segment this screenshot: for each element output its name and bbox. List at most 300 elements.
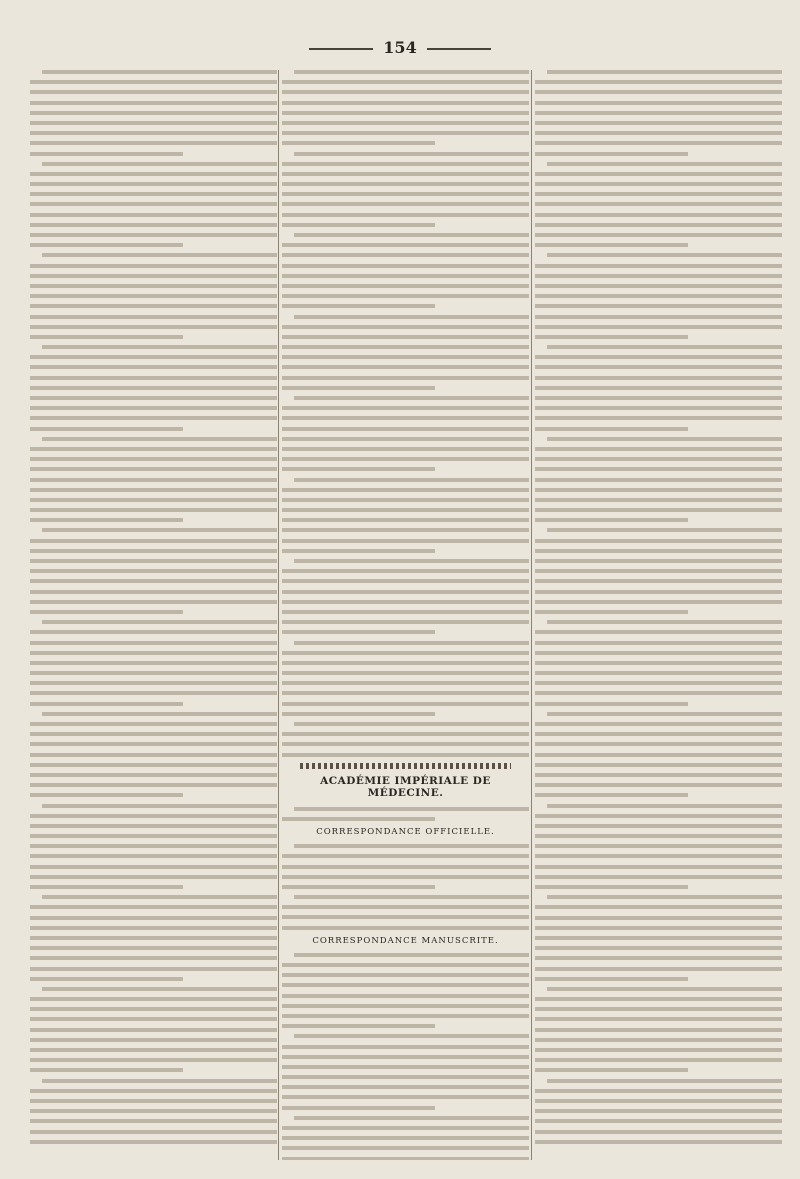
text-line — [282, 661, 529, 665]
text-line — [282, 549, 435, 553]
text-line — [535, 121, 782, 125]
text-line — [282, 386, 435, 390]
text-line — [30, 1099, 277, 1103]
text-line — [282, 702, 529, 706]
text-line — [30, 1140, 277, 1144]
text-line — [282, 355, 529, 359]
text-line — [30, 661, 277, 665]
text-line — [282, 345, 529, 349]
text-line — [30, 1017, 277, 1021]
text-line — [535, 1058, 782, 1062]
text-line — [30, 80, 277, 84]
text-line — [535, 213, 782, 217]
text-line — [30, 956, 277, 960]
text-line — [535, 1109, 782, 1113]
text-line — [282, 294, 529, 298]
section-divider — [300, 763, 511, 769]
text-line — [535, 478, 782, 482]
text-line — [282, 111, 529, 115]
text-line — [282, 264, 529, 268]
text-line — [30, 630, 277, 634]
text-line — [535, 916, 782, 920]
text-line — [30, 926, 277, 930]
text-line — [30, 671, 277, 675]
column-rule — [531, 70, 532, 1160]
text-line — [282, 376, 529, 380]
text-line — [282, 732, 529, 736]
text-line — [535, 549, 782, 553]
text-line — [282, 569, 529, 573]
text-line — [30, 243, 183, 247]
text-line — [535, 518, 688, 522]
text-line — [547, 162, 782, 166]
text-line — [294, 895, 529, 899]
text-line — [535, 1007, 782, 1011]
text-line — [30, 192, 277, 196]
text-line — [282, 753, 529, 757]
text-line — [282, 498, 529, 502]
text-line — [535, 997, 782, 1001]
text-line — [547, 712, 782, 716]
text-line — [535, 875, 782, 879]
text-line — [294, 1034, 529, 1038]
text-line — [535, 498, 782, 502]
text-line — [282, 610, 529, 614]
text-line — [30, 376, 277, 380]
text-line — [30, 600, 277, 604]
text-line — [535, 284, 782, 288]
text-line — [30, 406, 277, 410]
text-line — [282, 620, 529, 624]
text-line — [30, 223, 277, 227]
text-line — [30, 478, 277, 482]
middle-text-official — [282, 844, 529, 930]
text-line — [535, 427, 688, 431]
text-line — [282, 80, 529, 84]
text-line — [30, 396, 277, 400]
text-line — [535, 691, 782, 695]
middle-text-session — [282, 807, 529, 821]
text-line — [30, 121, 277, 125]
text-line — [535, 967, 782, 971]
text-line — [30, 916, 277, 920]
text-line — [294, 722, 529, 726]
text-line — [30, 304, 277, 308]
text-line — [30, 1028, 277, 1032]
text-line — [535, 131, 782, 135]
text-line — [30, 875, 277, 879]
text-line — [282, 875, 529, 879]
text-line — [42, 345, 277, 349]
text-line — [282, 528, 529, 532]
text-line — [535, 834, 782, 838]
text-line — [535, 508, 782, 512]
text-line — [282, 427, 529, 431]
text-line — [30, 865, 277, 869]
text-line — [30, 355, 277, 359]
text-line — [535, 457, 782, 461]
text-line — [535, 365, 782, 369]
text-line — [30, 854, 277, 858]
text-line — [294, 559, 529, 563]
text-line — [30, 101, 277, 105]
text-line — [535, 885, 688, 889]
text-line — [535, 977, 688, 981]
text-line — [30, 233, 277, 237]
text-line — [282, 1146, 529, 1150]
text-line — [535, 630, 782, 634]
text-line — [535, 1119, 782, 1123]
text-line — [282, 1085, 529, 1089]
text-line — [30, 1089, 277, 1093]
text-line — [282, 437, 529, 441]
text-line — [547, 620, 782, 624]
text-line — [535, 1089, 782, 1093]
text-line — [535, 905, 782, 909]
text-line — [30, 844, 277, 848]
text-line — [282, 325, 529, 329]
text-line — [30, 691, 277, 695]
text-line — [535, 233, 782, 237]
text-line — [30, 814, 277, 818]
text-line — [282, 131, 529, 135]
text-line — [42, 528, 277, 532]
text-line — [535, 488, 782, 492]
text-line — [535, 202, 782, 206]
text-line — [30, 773, 277, 777]
text-line — [535, 610, 688, 614]
text-line — [535, 722, 782, 726]
text-line — [535, 1028, 782, 1032]
text-line — [282, 600, 529, 604]
text-line — [42, 1079, 277, 1083]
text-line — [535, 304, 782, 308]
text-line — [535, 936, 782, 940]
text-line — [282, 885, 435, 889]
text-line — [294, 70, 529, 74]
text-line — [294, 844, 529, 848]
text-line — [535, 264, 782, 268]
section-heading: ACADÉMIE IMPÉRIALE DE MÉDECINE. — [320, 774, 491, 799]
text-line — [547, 345, 782, 349]
text-line — [42, 437, 277, 441]
text-line — [547, 528, 782, 532]
text-line — [535, 1099, 782, 1103]
text-line — [282, 162, 529, 166]
text-line — [282, 1157, 529, 1160]
text-line — [535, 1017, 782, 1021]
text-line — [30, 131, 277, 135]
column-right — [535, 70, 782, 1160]
middle-text-top — [282, 70, 529, 757]
text-line — [547, 253, 782, 257]
text-line — [282, 1004, 529, 1008]
text-line — [282, 712, 435, 716]
text-line — [535, 182, 782, 186]
text-line — [535, 396, 782, 400]
text-line — [30, 783, 277, 787]
subheading-official: CORRESPONDANCE OFFICIELLE. — [316, 827, 495, 838]
text-line — [294, 152, 529, 156]
text-line — [282, 518, 529, 522]
text-line — [282, 1045, 529, 1049]
text-line — [30, 997, 277, 1001]
text-line — [535, 141, 782, 145]
text-line — [30, 651, 277, 655]
text-line — [535, 416, 782, 420]
text-line — [30, 386, 277, 390]
text-line — [282, 335, 529, 339]
text-line — [282, 915, 529, 919]
text-line — [30, 202, 277, 206]
text-line — [30, 213, 277, 217]
text-line — [42, 162, 277, 166]
text-line — [535, 80, 782, 84]
text-line — [30, 488, 277, 492]
text-line — [282, 202, 529, 206]
text-line — [535, 865, 782, 869]
text-line — [535, 315, 782, 319]
text-line — [294, 315, 529, 319]
text-line — [282, 406, 529, 410]
text-line — [294, 953, 529, 957]
text-line — [282, 590, 529, 594]
text-line — [30, 518, 183, 522]
text-line — [282, 121, 529, 125]
text-line — [535, 854, 782, 858]
text-line — [535, 783, 782, 787]
text-line — [282, 994, 529, 998]
column-rule — [278, 70, 279, 1160]
text-line — [535, 579, 782, 583]
text-line — [535, 1048, 782, 1052]
text-line — [535, 101, 782, 105]
text-line — [30, 325, 277, 329]
text-line — [30, 447, 277, 451]
text-line — [30, 1068, 183, 1072]
text-line — [30, 681, 277, 685]
text-line — [535, 763, 782, 767]
text-line — [282, 457, 529, 461]
text-line — [30, 274, 277, 278]
text-line — [282, 742, 529, 746]
text-line — [282, 223, 435, 227]
text-line — [535, 641, 782, 645]
text-line — [282, 1136, 529, 1140]
text-line — [30, 90, 277, 94]
text-line — [282, 1014, 529, 1018]
text-line — [535, 152, 688, 156]
text-line — [547, 987, 782, 991]
text-line — [282, 1024, 435, 1028]
text-line — [282, 817, 435, 821]
text-line — [535, 559, 782, 563]
text-line — [547, 70, 782, 74]
text-line — [535, 702, 688, 706]
text-line — [30, 763, 277, 767]
text-line — [282, 671, 529, 675]
text-line — [282, 539, 529, 543]
text-line — [282, 983, 529, 987]
text-line — [294, 396, 529, 400]
text-line — [282, 284, 529, 288]
text-line — [535, 447, 782, 451]
text-line — [30, 977, 183, 981]
text-line — [282, 141, 435, 145]
text-line — [282, 243, 529, 247]
text-line — [535, 732, 782, 736]
text-line — [535, 946, 782, 950]
text-line — [30, 1119, 277, 1123]
text-line — [30, 1007, 277, 1011]
text-line — [282, 253, 529, 257]
text-line — [294, 1116, 529, 1120]
text-line — [282, 1095, 529, 1099]
text-line — [282, 508, 529, 512]
text-line — [282, 1126, 529, 1130]
text-line — [30, 936, 277, 940]
column-left — [30, 70, 277, 1160]
text-line — [30, 885, 183, 889]
text-line — [30, 722, 277, 726]
text-line — [282, 630, 435, 634]
text-line — [294, 807, 529, 811]
text-line — [282, 854, 529, 858]
text-line — [42, 253, 277, 257]
text-line — [282, 926, 529, 930]
text-line — [282, 90, 529, 94]
text-line — [535, 335, 688, 339]
text-line — [547, 1079, 782, 1083]
text-line — [535, 600, 782, 604]
text-line — [30, 753, 277, 757]
text-line — [535, 661, 782, 665]
text-line — [535, 355, 782, 359]
text-line — [535, 814, 782, 818]
text-line — [30, 1058, 277, 1062]
text-line — [282, 365, 529, 369]
text-line — [282, 172, 529, 176]
text-line — [535, 223, 782, 227]
text-line — [42, 70, 277, 74]
text-line — [42, 895, 277, 899]
text-line — [535, 90, 782, 94]
text-line — [535, 539, 782, 543]
text-line — [30, 1130, 277, 1134]
text-line — [294, 233, 529, 237]
text-line — [535, 386, 782, 390]
text-line — [282, 213, 529, 217]
text-line — [282, 274, 529, 278]
text-line — [282, 416, 529, 420]
text-line — [30, 427, 183, 431]
text-line — [30, 590, 277, 594]
text-line — [535, 651, 782, 655]
text-line — [30, 732, 277, 736]
text-line — [30, 641, 277, 645]
text-line — [535, 1130, 782, 1134]
text-line — [30, 702, 183, 706]
text-line — [547, 895, 782, 899]
text-line — [282, 467, 435, 471]
text-line — [535, 793, 688, 797]
text-line — [535, 590, 782, 594]
text-line — [535, 742, 782, 746]
text-line — [282, 681, 529, 685]
text-line — [42, 712, 277, 716]
text-line — [535, 569, 782, 573]
text-line — [282, 963, 529, 967]
text-line — [30, 742, 277, 746]
text-line — [30, 569, 277, 573]
text-line — [535, 376, 782, 380]
text-line — [535, 1140, 782, 1144]
text-line — [294, 478, 529, 482]
text-line — [30, 824, 277, 828]
column-middle — [282, 70, 529, 1160]
text-line — [282, 579, 529, 583]
text-line — [30, 365, 277, 369]
text-line — [42, 804, 277, 808]
text-line — [535, 192, 782, 196]
text-line — [30, 967, 277, 971]
text-line — [535, 274, 782, 278]
text-line — [30, 457, 277, 461]
text-line — [42, 987, 277, 991]
text-line — [535, 406, 782, 410]
text-line — [535, 681, 782, 685]
text-line — [282, 1106, 435, 1110]
text-line — [282, 488, 529, 492]
text-line — [282, 905, 529, 909]
text-line — [30, 559, 277, 563]
text-line — [282, 182, 529, 186]
text-line — [30, 539, 277, 543]
text-line — [30, 793, 183, 797]
text-line — [535, 773, 782, 777]
text-line — [535, 926, 782, 930]
text-line — [282, 865, 529, 869]
text-line — [282, 691, 529, 695]
text-line — [535, 844, 782, 848]
text-line — [30, 141, 277, 145]
text-line — [30, 335, 183, 339]
text-line — [535, 325, 782, 329]
text-line — [535, 294, 782, 298]
text-line — [282, 1065, 529, 1069]
text-line — [30, 508, 277, 512]
text-line — [535, 111, 782, 115]
text-line — [282, 304, 435, 308]
text-line — [30, 834, 277, 838]
text-line — [535, 753, 782, 757]
subheading-manuscript: CORRESPONDANCE MANUSCRITE. — [312, 935, 499, 946]
text-line — [30, 416, 277, 420]
text-line — [30, 498, 277, 502]
text-line — [30, 610, 183, 614]
text-line — [30, 264, 277, 268]
text-line — [535, 1038, 782, 1042]
text-line — [282, 1055, 529, 1059]
text-line — [547, 804, 782, 808]
text-line — [30, 905, 277, 909]
text-line — [30, 294, 277, 298]
text-line — [282, 192, 529, 196]
text-line — [282, 651, 529, 655]
text-line — [282, 1075, 529, 1079]
text-line — [282, 101, 529, 105]
text-line — [30, 549, 277, 553]
